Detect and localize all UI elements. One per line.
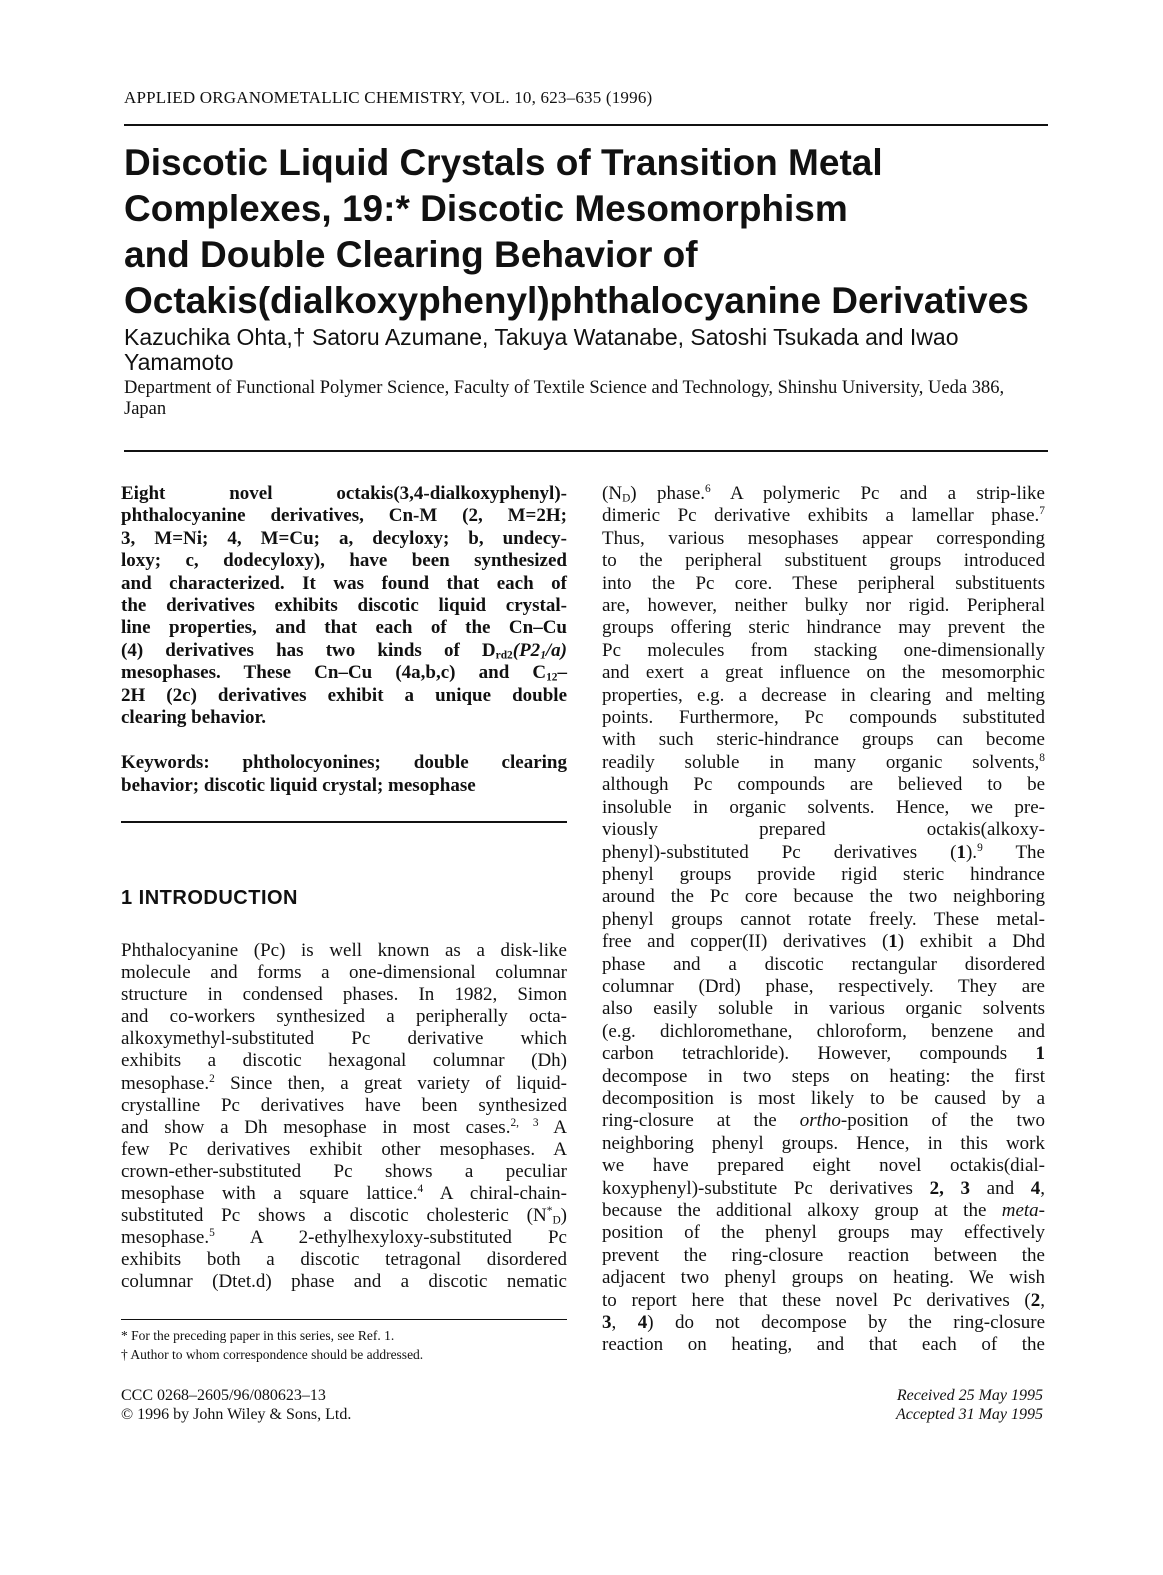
text-line: Pc molecules from stacking one-dimensionally	[602, 639, 1045, 661]
text-line: phenyl groups provide rigid steric hindrance	[602, 863, 1045, 885]
text-line	[602, 842, 1045, 864]
text-line: molecule and forms a one-dimensional columnar	[121, 962, 567, 984]
title-line: Discotic Liquid Crystals of Transition Metal	[124, 142, 883, 183]
reference: 6	[705, 483, 711, 496]
subscript: 12	[546, 671, 558, 684]
abstract	[121, 483, 567, 729]
text-line: prevent the ring-closure reaction between the	[602, 1244, 1045, 1266]
text-line: around the Pc core because the two neighboring	[602, 886, 1045, 908]
italic-term: meta	[1001, 1200, 1039, 1221]
text-line	[602, 1200, 1045, 1222]
text-line	[602, 931, 1045, 953]
abstract-line	[121, 640, 567, 662]
abstract-column	[121, 483, 567, 797]
compound-number: 3	[602, 1312, 612, 1334]
text-line: decomposition is most likely to be caused by a	[602, 1087, 1045, 1109]
text-line	[121, 1183, 567, 1205]
article-title	[124, 140, 1054, 324]
reference: 7	[1039, 505, 1045, 518]
abstract-line: clearing behavior.	[121, 707, 266, 729]
text-fragment: ) exhibit a Dhd	[897, 931, 1045, 953]
text-fragment: ring-closure at the	[602, 1110, 800, 1132]
text-line	[121, 1117, 567, 1139]
text-line: properties, e.g. a decrease in clearing and melting	[602, 684, 1045, 706]
text-line: to the peripheral substituent groups introduced	[602, 550, 1045, 572]
text-line: we have prepared eight novel octakis(dial-	[602, 1155, 1045, 1177]
abstract-line: loxy; c, dodecyloxy), have been synthesized	[121, 550, 567, 572]
text-line: are, however, neither bulky nor rigid. Peripheral	[602, 595, 1045, 617]
text-fragment: A polymeric Pc and a strip-like	[710, 483, 1045, 504]
abstract-text: mesophases. These Cn–Cu (4a,b,c) and C	[121, 662, 547, 684]
reference: 2	[209, 1072, 215, 1085]
footnote: † Author to whom correspondence should be addressed.	[121, 1347, 424, 1362]
text-line: into the Pc core. These peripheral substituents	[602, 572, 1045, 594]
compound-number: 1	[888, 931, 898, 953]
text-fragment: )	[560, 1205, 567, 1227]
text-line	[602, 1312, 1045, 1334]
received-date: Received 25 May 1995	[896, 1387, 1043, 1404]
text-fragment: ) phase.	[630, 483, 705, 504]
text-line: decompose in two steps on heating: the first	[602, 1065, 1045, 1087]
text-line	[602, 1043, 1045, 1065]
text-fragment: ,	[1040, 1177, 1046, 1199]
text-line	[602, 1290, 1045, 1312]
text-fragment: mesophase.	[121, 1072, 210, 1094]
abstract-rule	[121, 821, 567, 823]
text-fragment: ).	[965, 841, 978, 863]
text-line: structure in condensed phases. In 1982, Simon	[121, 984, 567, 1006]
superscript: *	[546, 1205, 553, 1218]
author-list: Kazuchika Ohta,† Satoru Azumane, Takuya Watanabe, Satoshi Tsukada and Iwao Yamamoto	[124, 324, 959, 375]
text-fragment: A chiral-chain-	[423, 1183, 567, 1205]
text-line	[602, 505, 1045, 527]
text-fragment: koxyphenyl)-substitute Pc derivatives	[602, 1177, 930, 1199]
compound-number: 4	[637, 1312, 648, 1334]
text-line: insoluble in organic solvents. Hence, we pre-	[602, 796, 1045, 818]
text-fragment: substituted Pc shows a discotic cholesteric (N	[121, 1205, 547, 1227]
text-line	[602, 1178, 1045, 1200]
text-line: columnar (Dtet.d) phase and a discotic nematic	[121, 1271, 567, 1293]
header-rule	[124, 124, 1048, 126]
text-line: neighboring phenyl groups. Hence, in this work	[602, 1132, 1045, 1154]
text-fragment: and	[969, 1177, 1031, 1199]
text-fragment: ,	[611, 1312, 638, 1334]
abstract-line: line properties, and that each of the Cn–Cu	[121, 617, 567, 639]
text-line: also easily soluble in various organic solvents	[602, 998, 1045, 1020]
dash: –	[557, 662, 567, 684]
text-line: few Pc derivatives exhibit other mesophases. A	[121, 1138, 567, 1160]
text-line: Phthalocyanine (Pc) is well known as a disk-like	[121, 940, 567, 961]
subscript: D	[622, 492, 631, 505]
copyright-block	[121, 1386, 351, 1424]
abstract-line: 2H (2c) derivatives exhibit a unique double	[121, 684, 567, 706]
abstract-line: phthalocyanine derivatives, Cn-M (2, M=2H;	[121, 505, 567, 527]
abstract-text: (4) derivatives has two kinds of D	[121, 639, 496, 661]
text-line: position of the phenyl groups may effectively	[602, 1222, 1045, 1244]
compound-number: 1	[1035, 1043, 1045, 1065]
text-line	[602, 1110, 1045, 1132]
text-fragment: A	[538, 1116, 567, 1138]
text-line: exhibits both a discotic tetragonal disordered	[121, 1249, 567, 1271]
text-line: points. Furthermore, Pc compounds substituted	[602, 707, 1045, 729]
text-line	[602, 752, 1045, 774]
affiliation: Department of Functional Polymer Science, Faculty of Textile Science and Technology, Shinshu University, Ueda 386, Japan	[124, 378, 1005, 419]
text-line	[121, 1205, 567, 1227]
accepted-date: Accepted 31 May 1995	[895, 1406, 1043, 1423]
text-line	[121, 1227, 567, 1249]
text-fragment: -position of the two	[840, 1110, 1045, 1132]
text-line: Thus, various mesophases appear corresponding	[602, 527, 1045, 549]
text-fragment: to report here that these novel Pc derivatives (	[602, 1289, 1031, 1311]
reference: 4	[417, 1183, 424, 1196]
received-dates	[896, 1386, 1043, 1424]
text-line: exhibits a discotic hexagonal columnar (Dh)	[121, 1050, 567, 1072]
text-line: crown-ether-substituted Pc shows a peculiar	[121, 1160, 567, 1182]
keywords-line: Keywords: phtholocyonines; double clearing	[121, 752, 567, 774]
title-line: Complexes, 19:* Discotic Mesomorphism	[124, 188, 848, 229]
abstract-line: 3, M=Ni; 4, M=Cu; a, decyloxy; b, undecy-	[121, 527, 567, 549]
abstract-line	[121, 662, 567, 684]
text-fragment: dimeric Pc derivative exhibits a lamellar phase.	[602, 505, 1040, 527]
text-fragment: ,	[1040, 1289, 1045, 1311]
text-line: phase and a discotic rectangular disordered	[602, 953, 1045, 975]
space-group-part: (P2	[512, 639, 541, 661]
text-line	[121, 1073, 567, 1095]
text-line: (e.g. dichloromethane, chloroform, benzene and	[602, 1020, 1045, 1042]
text-fragment: ) do not decompose by the ring-closure	[647, 1312, 1045, 1334]
introduction-right-text	[602, 483, 1045, 1357]
space-group-part: /a)	[545, 639, 567, 661]
compound-numbers: 2, 3	[929, 1177, 970, 1199]
text-fragment: (N	[602, 483, 623, 504]
footnote-rule	[121, 1319, 567, 1320]
ccc-code: CCC 0268–2605/96/080623–13	[121, 1387, 326, 1404]
text-fragment: -	[1038, 1200, 1045, 1221]
text-line: with such steric-hindrance groups can become	[602, 729, 1045, 751]
text-fragment: free and copper(II) derivatives (	[602, 931, 889, 953]
reference: 2, 3	[510, 1116, 539, 1129]
text-line: alkoxymethyl-substituted Pc derivative which	[121, 1028, 567, 1050]
compound-number: 1	[956, 841, 966, 863]
reference: 9	[977, 841, 983, 854]
keywords-line: behavior; discotic liquid crystal; mesophase	[121, 774, 476, 796]
title-line: and Double Clearing Behavior of	[124, 234, 698, 275]
text-fragment: phenyl)-substituted Pc derivatives (	[602, 841, 957, 863]
title-line: Octakis(dialkoxyphenyl)phthalocyanine Derivatives	[124, 280, 1029, 321]
text-fragment: mesophase with a square lattice.	[121, 1183, 418, 1205]
text-fragment: Since then, a great variety of liquid-	[214, 1072, 567, 1094]
compound-number: 4	[1030, 1177, 1041, 1199]
abstract-line: and characterized. It was found that each of	[121, 572, 567, 594]
reference: 8	[1039, 752, 1045, 765]
text-line: and co-workers synthesized a peripherally octa-	[121, 1006, 567, 1028]
text-line: phenyl groups cannot rotate freely. These metal-	[602, 908, 1045, 930]
introduction-left-text	[121, 940, 567, 1294]
journal-header: APPLIED ORGANOMETALLIC CHEMISTRY, VOL. 10, 623–635 (1996)	[124, 88, 653, 107]
subscript: D	[552, 1214, 561, 1227]
text-line: adjacent two phenyl groups on heating. We wish	[602, 1267, 1045, 1289]
text-line	[602, 483, 1045, 505]
reference: 5	[209, 1227, 215, 1240]
section-heading: 1 INTRODUCTION	[121, 887, 298, 909]
subscript: rd2	[495, 649, 513, 662]
text-line: reaction on heating, and that each of the	[602, 1334, 1045, 1356]
keywords	[121, 752, 567, 797]
text-line: crystalline Pc derivatives have been synthesized	[121, 1094, 567, 1116]
italic-term: ortho	[799, 1110, 841, 1132]
text-fragment: carbon tetrachloride). However, compounds	[602, 1043, 1036, 1065]
text-line: columnar (Drd) phase, respectively. They are	[602, 975, 1045, 997]
text-line: and exert a great influence on the mesomorphic	[602, 662, 1045, 684]
compound-number: 2	[1030, 1289, 1041, 1311]
space-group	[513, 640, 567, 661]
title-rule	[124, 450, 1048, 452]
abstract-line: the derivatives exhibits discotic liquid crystal-	[121, 595, 567, 617]
text-line: viously prepared octakis(alkoxy-	[602, 819, 1045, 841]
text-fragment: readily soluble in many organic solvents,	[602, 751, 1040, 773]
footnote: * For the preceding paper in this series, see Ref. 1.	[121, 1328, 395, 1343]
copyright: © 1996 by John Wiley & Sons, Ltd.	[121, 1406, 352, 1423]
footnotes	[121, 1326, 567, 1364]
text-fragment: and show a Dh mesophase in most cases.	[121, 1116, 511, 1138]
text-line: although Pc compounds are believed to be	[602, 774, 1045, 796]
text-fragment: The	[982, 841, 1045, 863]
text-fragment: mesophase.	[121, 1227, 210, 1249]
text-fragment: because the additional alkoxy group at the	[602, 1200, 1002, 1221]
text-line: groups offering steric hindrance may prevent the	[602, 617, 1045, 639]
abstract-line: Eight novel octakis(3,4-dialkoxyphenyl)-	[121, 483, 567, 504]
text-fragment: A 2-ethylhexyloxy-substituted Pc	[214, 1227, 567, 1249]
subscript: 1	[540, 649, 546, 662]
